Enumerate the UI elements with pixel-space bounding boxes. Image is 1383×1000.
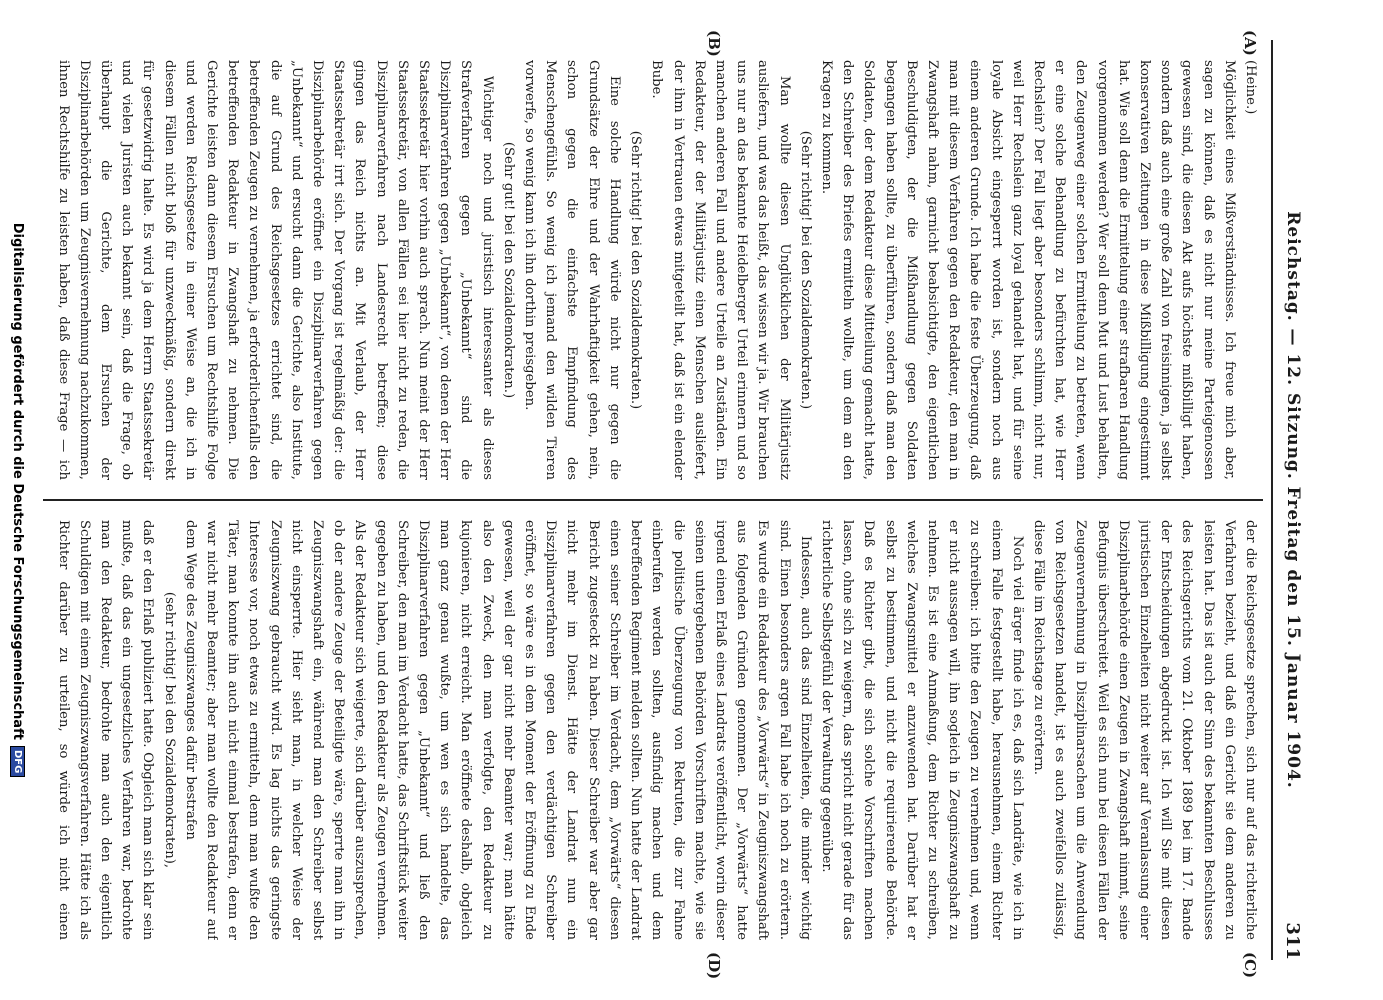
left-column-paragraph: Wichtiger noch und juristisch interessanter als dieses Strafverfahren gegen „Unbekannt“ sind die Disziplinarverfahren gegen „Unbekannt“, von denen der Herr Staatssekretär hier vorhin auch sprach. Nun meint der Herr Staatssekretär, von allen Fällen sei hier nicht zu reden, die Disziplinarverfahren nach Landesrecht betreffen; diese gingen das Reich nichts an. Mit Verlaub, der Herr Staatssekretär irrt sich. Der Vorgang ist regelmäßig der: die Disziplinarbehörde eröffnet ein Disziplinarverfahren gegen „Unbekannt“ und ersucht dann die Gerichte, also Institute, die auf Grund des Reichsgesetzes errichtet sind, die betreffenden Zeugen zu vernehmen, ja erforderlichenfalls den betreffenden Redakteur in Zwangshaft zu nehmen. Die Gerichte leisten dann diesem Ersuchen um Rechtshilfe Folge und werden Reichsgesetze in einer Weise an, die ich in diesem Fällen nicht bloß für unzweckmäßig, sondern direkt für gesetzwidrig halte. Es wird ja dem Herrn Staatssekretär und vielen Juristen auch bekannt sein, daß die Frage, ob überhaupt die Gerichte, dem Ersuchen der Disziplinarbehörden um Zeugnisvernehmung nachzukommen, ihnen Rechtshilfe zu leisten haben, daß diese Frage — ich (55, 60, 495, 480)
margin-mark-a: (A) (1241, 30, 1259, 56)
header-title: Reichstag. — 12. Sitzung. Freitag den 15. Januar 1904. (1283, 211, 1303, 789)
right-text-column (53, 520, 1261, 940)
right-column-paragraph: der die Reichsgesetze sprechen, sich nur auf das richterliche Verfahren bezieht, und daß ein Gericht sie dem anderen zu leisten hat. Das ist auch der Sinn des bekannten Beschlusses des Reichsgerichts vom 21. Oktober 1889 bei im 17. Bande der Entscheidungen abgedruckt ist. Ich will Sie mit diesen juristischen Einzelheiten nicht weiter auf Veranlassung einer Disziplinarbehörde einen Zeugen in Zwangshaft nimmt, seine Befugnis überschreitet. Weil es sich nun bei diesen Fällen der Zeugenvernehmung in Disziplinarsachen um die Anwendung von Reichsgesetzen handelt, ist es auch zweifellos zulässig, diese Fälle im Reichstage zu erörtern. (1030, 520, 1258, 940)
left-column-paragraph: Eine solche Handlung würde nicht nur gegen die Grundsätze der Ehre und der Wahrhaftigkeit gehen, nein, schon gegen die einfachste Empfindung des Menschengefühls. So wenig ich jemand den wilden Tieren vorwerfe, so wenig kann ich ihn dorthin preisgeben. (522, 60, 622, 480)
right-column-paragraph: daß er den Erlaß publiziert hatte. Obgleich man sich klar sein mußte, daß das ein ungesetzliches Verfahren war, bedrohte man den Redakteur, bedrohte man auch den eigentlich Schuldigen mit einem Zeugniszwangsverfahren. Hätte ich als Richter darüber zu urteilen, so würde ich nicht einen (55, 520, 156, 940)
right-column-paragraph: (sehr richtig! bei den Sozialdemokraten), (161, 591, 177, 869)
left-column-paragraph: Man wollte diesen Unglücklichen der Militärjustiz ausliefern, und was das heißt, das wissen wir ja. Wir brauchen uns nur an das bekannte Heidelberger Urteil erinnern und so manchen anderen Fall und andere Urteile an Zuständen. Ein Redakteur, der der Militärjustiz einen Menschen ausliefert, der ihm in Vertrauen etwas mitgeteilt hat, daß ist ein elender Bube. (649, 60, 792, 480)
left-text-column (53, 60, 1261, 480)
dfg-logo: DFG (10, 746, 25, 777)
page-number: 311 (1282, 922, 1304, 960)
right-column-paragraph: Noch viel ärger finde ich es, daß sich Landräte, wie ich in einem Falle festgestellt habe, herausnehmen, einem Richter zu schreiben: ich bitte den Zeugen zu vernehmen und, wenn er nicht aussagen will, ihn sogleich in Zeugniszwangshaft zu nehmen. Es ist eine Anmaßung, dem Richter zu schreiben, welches Zwangsmittel er anzuwenden hat. Darüber hat er selbst zu bestimmen, und nicht die requirierende Behörde. Daß es Richter gibt, die sich solche Vorschriften machen lassen, ohne sich zu weigern, das spricht nicht gerade für das richterliche Selbstgefühl der Verwaltung gegenüber. (818, 520, 1025, 940)
digitization-credit-text: Digitalisierung gefördert durch die Deutsche Forschungsgemeinschaft (10, 222, 25, 740)
margin-mark-c: (C) (1241, 952, 1259, 979)
page-header (1271, 40, 1313, 960)
margin-mark-d: (D) (705, 952, 723, 980)
left-column-paragraph: (Sehr richtig! bei den Sozialdemokraten.) (628, 130, 644, 410)
column-divider (43, 499, 1263, 501)
left-column-paragraph: (Sehr gut! bei den Sozialdemokraten.) (500, 141, 516, 399)
left-column-paragraph: (Heine.) (1243, 60, 1258, 115)
left-column-paragraph: (Sehr richtig! bei den Sozialdemokraten.) (797, 130, 813, 410)
digitization-credit (10, 0, 25, 1000)
margin-mark-b: (B) (705, 30, 723, 57)
right-column-paragraph: Indessen, auch das sind Einzelheiten, die minder wichtig sind. Einen besonders argen Fall habe ich noch zu erörtern. Es wurde ein Redakteur des „Vorwärts“ in Zeugniszwangshaft aus folgenden Gründen genommen. Der „Vorwärts“ hatte irgend einen Erlaß eines Landrats veröffentlicht, worin dieser seinen untergebenen Behörden Vorschriften machte, wie sie die politische Überzeugung von Rekruten, die zur Fahne einberufen werden sollten, ausfindig machen und dem betreffenden Regiment melden sollten. Nun hatte der Landrat einen seiner Schreiber im Verdacht, dem „Vorwärts“ diesen Bericht zugesteckt zu haben. Dieser Schreiber war aber gar nicht mehr im Dienst. Hätte der Landrat nun ein Disziplinarverfahren gegen den verdächtigen Schreiber eröffnet, so wäre es in dem Moment der Eröffnung zu Ende gewesen, weil der gar nicht mehr Beamter war; man hätte also den Zweck, den man verfolgte, den Redakteur zu kujonieren, nicht erreicht. Man eröffnete deshalb, obgleich man ganz genau wußte, um wen es sich handelte, das Disziplinarverfahren gegen „Unbekannt“ und ließ den Schreiber, den man im Verdacht hatte, das Schriftstück weiter gegeben zu haben, und den Redakteur als Zeugen vernehmen. Als der Redakteur sich weigerte, sich darüber auszusprechen, ob der andere Zeuge der Beteiligte wäre, sperrte man ihn in Zeugniszwangshaft ein, während man den Schreiber selbst nicht einsperrte. Hier sieht man, in welcher Weise der Zeugniszwang gebraucht wird. Es lag nichts das geringste Interesse vor, noch etwas zu ermitteln, denn man wußte den Täter, man konnte ihn auch nicht einmal bestrafen, denn er war nicht mehr Beamter; aber man wollte den Redakteur auf dem Wege des Zeugniszwanges dafür bestrafen (182, 520, 813, 940)
left-column-paragraph: Möglichkeit eines Mißverständnisses. Ich freue mich aber, sagen zu können, daß es nicht nur meine Parteigenossen gewesen sind, die diesen Akt aufs höchste mißbilligt haben, sondern daß auch eine große Zahl von freisinnigen, ja selbst konservativen Zeitungen in diese Mißbilligung eingestimmt hat. Wie soll denn die Ermittelung einer strafbaren Handlung vorgenommen werden? Wer soll denn Mut und Lust behalten, den Zeugenweg einer solchen Ermittelung zu betreten, wenn er eine solche Behandlung zu befürchten hat, wie Herr Rechslein? Der Fall liegt aber besonders schlimm, nicht nur, weil Herr Rechslein ganz loyal gehandelt hat, und für seine loyale Absicht eingesperrt worden ist, sondern noch aus einem anderen Grunde. Ich habe die feste Überzeugung, daß man mit diesem Verfahren gegen den Redakteur, den man in Zwangshaft nahm, garnicht beabsichtigte, den eigentlichen Beschuldigten, der die Mißhandlung gegen Soldaten begangen haben sollte, zu überführen, sondern daß man den Soldaten, der dem Redakteur diese Mitteilung gemacht hatte, den Schreiber des Briefes ermitteln wollte, um dem an den Kragen zu kommen. (818, 60, 1237, 480)
